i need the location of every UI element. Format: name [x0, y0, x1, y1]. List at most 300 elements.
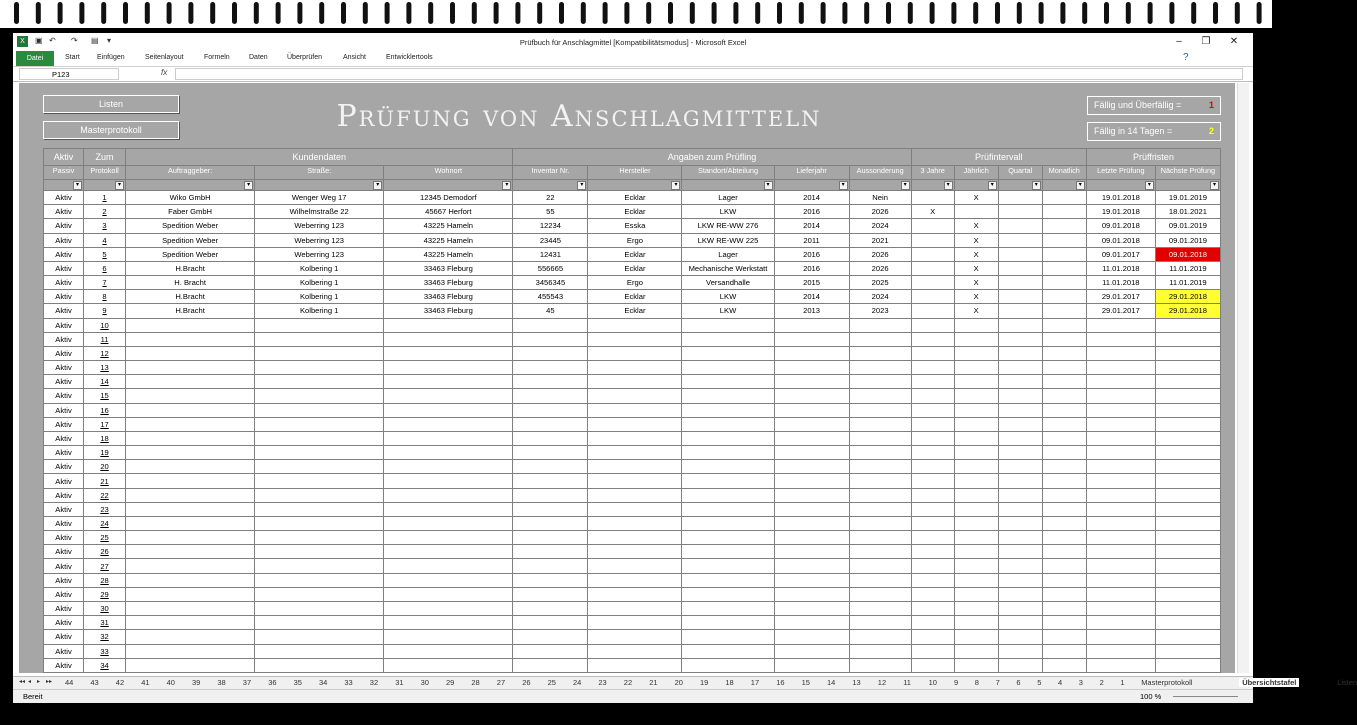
table-cell	[1042, 488, 1086, 502]
filter-cell	[774, 180, 849, 191]
table-cell	[911, 290, 954, 304]
table-cell	[682, 516, 774, 530]
table-cell[interactable]: 2	[84, 205, 126, 219]
due-overdue-label: Fällig und Überfällig =	[1094, 100, 1182, 110]
table-cell: 11.01.2019	[1155, 261, 1220, 275]
table-cell	[849, 630, 911, 644]
table-cell	[682, 531, 774, 545]
sheet-tab[interactable]: 3	[1078, 678, 1083, 687]
sheet-tab[interactable]: 32	[369, 678, 379, 687]
table-cell	[384, 630, 513, 644]
table-cell	[849, 531, 911, 545]
sheet-tab[interactable]: 26	[522, 678, 531, 687]
table-cell	[911, 460, 954, 474]
table-cell	[911, 516, 954, 530]
table-cell: X	[954, 261, 998, 275]
table-cell	[682, 587, 774, 601]
table-cell	[255, 332, 384, 346]
sheet-tab[interactable]: 24	[573, 678, 582, 687]
save-icon[interactable]: ▣	[35, 36, 43, 45]
sheet-tab[interactable]: 8	[974, 678, 979, 687]
table-cell[interactable]: 30	[84, 601, 126, 615]
table-cell: H.Bracht	[126, 304, 255, 318]
customize-qat-icon[interactable]: ▾	[107, 36, 112, 45]
sheet-tab[interactable]: 7	[995, 678, 1000, 687]
filter-cell	[384, 180, 513, 191]
table-cell[interactable]: 15	[84, 389, 126, 403]
group-aktiv: Aktiv	[44, 149, 84, 166]
table-cell	[774, 431, 849, 445]
table-cell	[998, 346, 1042, 360]
table-cell[interactable]: 23	[84, 502, 126, 516]
table-cell	[954, 545, 998, 559]
table-cell: 43225 Hameln	[384, 233, 513, 247]
table-cell[interactable]: 32	[84, 630, 126, 644]
table-cell	[1042, 545, 1086, 559]
sheet-tab[interactable]: 34	[319, 678, 328, 687]
table-cell[interactable]: 7	[84, 276, 126, 290]
table-cell	[774, 531, 849, 545]
table-cell	[682, 502, 774, 516]
table-cell[interactable]: 34	[84, 658, 126, 672]
table-cell	[849, 417, 911, 431]
table-cell	[1086, 403, 1155, 417]
sheet-tab[interactable]: 4	[1058, 678, 1063, 687]
table-cell	[126, 474, 255, 488]
table-cell	[682, 474, 774, 488]
table-cell	[588, 531, 682, 545]
table-cell	[513, 375, 588, 389]
table-cell	[682, 545, 774, 559]
sheet-tab[interactable]: 22	[623, 678, 633, 687]
tab-ansicht[interactable]: Ansicht	[343, 54, 366, 61]
table-cell	[588, 431, 682, 445]
table-cell: Spedition Weber	[126, 233, 255, 247]
sheet-nav-icon[interactable]: ◂◂	[19, 679, 26, 685]
table-cell[interactable]: 33	[84, 644, 126, 658]
table-cell	[849, 601, 911, 615]
table-cell	[774, 573, 849, 587]
sheet-tab[interactable]: 15	[801, 678, 810, 687]
table-cell	[588, 616, 682, 630]
table-cell	[384, 318, 513, 332]
zoom-level[interactable]: 100 %	[1140, 692, 1162, 701]
window-title: Prüfbuch für Anschlagmittel [Kompatibilitätsmodus] - Microsoft Excel	[519, 38, 747, 47]
table-row	[44, 587, 1221, 601]
table-row	[44, 191, 1221, 205]
table-cell	[954, 601, 998, 615]
table-cell: Lager	[682, 247, 774, 261]
table-cell[interactable]: 25	[84, 531, 126, 545]
sheet-tab[interactable]: Übersichtstafel	[1239, 678, 1299, 687]
table-cell: Aktiv	[44, 630, 84, 644]
table-cell	[255, 431, 384, 445]
sheet-tab[interactable]: 5	[1037, 678, 1042, 687]
table-cell[interactable]: 13	[84, 361, 126, 375]
table-cell	[682, 375, 774, 389]
table-cell[interactable]: 19	[84, 446, 126, 460]
filter-dropdown-icon[interactable]: ▾	[764, 181, 773, 190]
tab-start[interactable]: Start	[65, 54, 80, 61]
table-cell[interactable]: 31	[84, 616, 126, 630]
table-cell: Weberring 123	[255, 247, 384, 261]
sheet-tab[interactable]: 23	[598, 678, 607, 687]
sheet-tab[interactable]: 1	[1120, 678, 1125, 687]
table-cell	[384, 616, 513, 630]
table-cell: Mechanische Werkstatt	[682, 261, 774, 275]
filter-dropdown-icon[interactable]: ▾	[502, 181, 511, 190]
table-cell	[849, 375, 911, 389]
table-cell	[384, 502, 513, 516]
minimize-button[interactable]: –	[1176, 36, 1182, 47]
formula-input[interactable]	[175, 68, 1243, 80]
table-cell: 29.01.2018	[1155, 290, 1220, 304]
table-cell	[954, 616, 998, 630]
tab-datei[interactable]: Datei	[16, 51, 54, 66]
table-cell[interactable]: 8	[84, 290, 126, 304]
due-soon-label: Fällig in 14 Tagen =	[1094, 126, 1173, 136]
restore-button[interactable]: ❐	[1201, 36, 1211, 47]
table-cell	[1155, 389, 1220, 403]
table-cell	[1042, 417, 1086, 431]
table-cell[interactable]: 11	[84, 332, 126, 346]
tab-daten[interactable]: Daten	[249, 54, 268, 61]
table-cell[interactable]: 9	[84, 304, 126, 318]
table-cell	[849, 545, 911, 559]
table-cell[interactable]: 28	[84, 573, 126, 587]
column-header: Lieferjahr	[774, 166, 849, 180]
sheet-tab[interactable]: 12	[877, 678, 887, 687]
table-cell	[1042, 318, 1086, 332]
spiral-binding	[0, 0, 1272, 30]
name-box[interactable]: P123	[19, 68, 119, 80]
table-cell	[849, 318, 911, 332]
table-cell	[911, 474, 954, 488]
sheet-tab[interactable]: 20	[674, 678, 683, 687]
table-cell[interactable]: 4	[84, 233, 126, 247]
table-cell	[588, 516, 682, 530]
table-cell	[588, 389, 682, 403]
sheet-tab[interactable]: 36	[268, 678, 277, 687]
tab-seitenlayout[interactable]: Seitenlayout	[145, 54, 184, 61]
filter-dropdown-icon[interactable]: ▾	[988, 181, 997, 190]
sheet-tab[interactable]: 17	[750, 678, 760, 687]
table-cell	[1155, 346, 1220, 360]
sheet-tab[interactable]: 2	[1099, 678, 1104, 687]
table-cell[interactable]: 10	[84, 318, 126, 332]
table-cell[interactable]: 12	[84, 346, 126, 360]
sheet-tab[interactable]: 43	[90, 678, 99, 687]
table-row	[44, 318, 1221, 332]
table-cell	[911, 502, 954, 516]
tab-formeln[interactable]: Formeln	[204, 54, 230, 61]
sheet-tab[interactable]: Listen	[1337, 678, 1357, 687]
sheet-tab[interactable]: 28	[471, 678, 480, 687]
filter-dropdown-icon[interactable]: ▾	[577, 181, 586, 190]
table-cell: X	[954, 304, 998, 318]
table-cell: 2026	[849, 261, 911, 275]
table-cell	[1086, 361, 1155, 375]
table-row	[44, 601, 1221, 615]
table-cell	[774, 474, 849, 488]
due-overdue-count: 1	[1208, 100, 1214, 110]
vertical-scrollbar[interactable]	[1237, 83, 1249, 673]
table-cell	[849, 460, 911, 474]
table-cell	[682, 346, 774, 360]
masterprotokoll-button[interactable]: Masterprotokoll	[43, 121, 179, 139]
table-cell	[384, 460, 513, 474]
table-cell	[1086, 460, 1155, 474]
table-row	[44, 446, 1221, 460]
table-cell	[1086, 346, 1155, 360]
table-cell	[849, 474, 911, 488]
table-cell	[998, 389, 1042, 403]
table-cell[interactable]: 22	[84, 488, 126, 502]
sheet-tab[interactable]: 38	[217, 678, 226, 687]
tab-einfuegen[interactable]: Einfügen	[97, 54, 125, 61]
table-cell[interactable]: 17	[84, 417, 126, 431]
table-cell	[384, 488, 513, 502]
tab-entwicklertools[interactable]: Entwicklertools	[386, 54, 433, 61]
table-cell[interactable]: 21	[84, 474, 126, 488]
table-cell: Ecklar	[588, 205, 682, 219]
filter-dropdown-icon[interactable]: ▾	[73, 181, 82, 190]
table-cell[interactable]: 24	[84, 516, 126, 530]
table-cell[interactable]: 6	[84, 261, 126, 275]
table-cell[interactable]: 27	[84, 559, 126, 573]
sheet-tab[interactable]: 31	[395, 678, 404, 687]
redo-icon[interactable]: ↷	[71, 36, 78, 45]
table-cell	[513, 601, 588, 615]
table-cell	[774, 516, 849, 530]
zoom-slider[interactable]	[1173, 696, 1238, 697]
table-cell[interactable]: 5	[84, 247, 126, 261]
table-cell	[1155, 417, 1220, 431]
table-row	[44, 431, 1221, 445]
print-icon[interactable]: ▤	[91, 36, 99, 45]
table-cell	[998, 276, 1042, 290]
table-cell	[849, 516, 911, 530]
table-cell	[954, 573, 998, 587]
table-cell	[126, 630, 255, 644]
table-cell	[1042, 460, 1086, 474]
filter-dropdown-icon[interactable]: ▾	[839, 181, 848, 190]
table-cell	[384, 573, 513, 587]
filter-dropdown-icon[interactable]: ▾	[373, 181, 382, 190]
table-cell[interactable]: 14	[84, 375, 126, 389]
table-cell	[911, 587, 954, 601]
table-cell	[384, 531, 513, 545]
filter-dropdown-icon[interactable]: ▾	[115, 181, 124, 190]
table-cell	[682, 644, 774, 658]
table-cell: 2026	[849, 205, 911, 219]
table-cell: 18.01.2021	[1155, 205, 1220, 219]
table-row	[44, 247, 1221, 261]
table-cell	[911, 531, 954, 545]
table-cell: Aktiv	[44, 191, 84, 205]
sheet-tab[interactable]: 30	[420, 678, 429, 687]
sheet-tab[interactable]: 19	[700, 678, 709, 687]
sheet-tab[interactable]: 21	[649, 678, 658, 687]
filter-cell	[255, 180, 384, 191]
table-cell	[1155, 318, 1220, 332]
sheet-tab[interactable]: 27	[496, 678, 506, 687]
table-cell	[849, 332, 911, 346]
filter-dropdown-icon[interactable]: ▾	[671, 181, 680, 190]
table-cell[interactable]: 1	[84, 191, 126, 205]
table-cell	[849, 446, 911, 460]
table-cell	[849, 488, 911, 502]
sheet-tab[interactable]: 6	[1016, 678, 1021, 687]
table-cell	[255, 474, 384, 488]
table-cell	[774, 375, 849, 389]
sheet-tab[interactable]: 40	[166, 678, 175, 687]
table-cell: 19.01.2019	[1155, 191, 1220, 205]
sheet-tab[interactable]: 29	[446, 678, 455, 687]
table-cell	[588, 403, 682, 417]
table-cell	[1042, 375, 1086, 389]
filter-dropdown-icon[interactable]: ▾	[244, 181, 253, 190]
sheet-tab[interactable]: 11	[903, 678, 911, 687]
sheet-tab[interactable]: 37	[242, 678, 252, 687]
table-cell: Ergo	[588, 276, 682, 290]
sheet-tab[interactable]: 14	[827, 678, 836, 687]
table-cell	[1042, 630, 1086, 644]
table-cell	[126, 658, 255, 672]
sheet-tab[interactable]: 9	[954, 678, 959, 687]
filter-dropdown-icon[interactable]: ▾	[901, 181, 910, 190]
table-cell	[911, 346, 954, 360]
filter-dropdown-icon[interactable]: ▾	[944, 181, 953, 190]
table-cell	[911, 446, 954, 460]
table-cell	[954, 431, 998, 445]
table-cell: H.Bracht	[126, 290, 255, 304]
due-soon-count: 2	[1208, 126, 1214, 136]
table-cell	[849, 658, 911, 672]
table-cell	[1042, 276, 1086, 290]
table-cell: 3456345	[513, 276, 588, 290]
table-cell	[126, 559, 255, 573]
filter-dropdown-icon[interactable]: ▾	[1145, 181, 1154, 190]
table-cell[interactable]: 20	[84, 460, 126, 474]
column-header: Jährlich	[954, 166, 998, 180]
table-cell	[513, 587, 588, 601]
sheet-nav-icon[interactable]: ▸▸	[46, 679, 53, 685]
table-cell: Aktiv	[44, 474, 84, 488]
table-cell[interactable]: 16	[84, 403, 126, 417]
table-cell	[998, 446, 1042, 460]
due-soon-box	[1087, 122, 1221, 141]
sheet-nav-icon[interactable]: ▸	[37, 679, 41, 685]
filter-cell	[911, 180, 954, 191]
sheet-tab[interactable]: Masterprotokoll	[1141, 678, 1193, 687]
sheet-tab[interactable]: 25	[547, 678, 556, 687]
table-cell	[255, 616, 384, 630]
help-icon[interactable]: ?	[1183, 52, 1189, 63]
table-cell[interactable]: 18	[84, 431, 126, 445]
table-row	[44, 346, 1221, 360]
ribbon-tabs	[13, 51, 1253, 67]
table-cell: Kolbering 1	[255, 304, 384, 318]
table-cell	[911, 431, 954, 445]
table-row	[44, 531, 1221, 545]
table-cell	[384, 644, 513, 658]
undo-icon[interactable]: ↶	[49, 36, 56, 45]
table-row	[44, 658, 1221, 672]
table-cell[interactable]: 29	[84, 587, 126, 601]
table-row	[44, 545, 1221, 559]
table-cell	[682, 488, 774, 502]
sheet-tab[interactable]: 13	[852, 678, 861, 687]
table-cell	[255, 403, 384, 417]
sheet-tab[interactable]: 41	[141, 678, 150, 687]
sheet-tab[interactable]: 39	[192, 678, 201, 687]
tab-ueberpruefen[interactable]: Überprüfen	[287, 54, 323, 61]
table-cell	[1042, 446, 1086, 460]
table-cell	[998, 488, 1042, 502]
table-cell: 2025	[849, 276, 911, 290]
table-cell: Aktiv	[44, 531, 84, 545]
sheet-tab[interactable]: 44	[65, 678, 74, 687]
insert-function-icon[interactable]: fx	[161, 68, 168, 77]
table-row	[44, 290, 1221, 304]
table-cell: 2026	[849, 247, 911, 261]
table-cell: Spedition Weber	[126, 219, 255, 233]
filter-dropdown-icon[interactable]: ▾	[1210, 181, 1219, 190]
table-cell	[1086, 616, 1155, 630]
filter-cell	[126, 180, 255, 191]
table-cell: 09.01.2018	[1086, 233, 1155, 247]
listen-button[interactable]: Listen	[43, 95, 179, 113]
table-cell	[998, 601, 1042, 615]
table-cell	[954, 559, 998, 573]
table-cell: 2024	[849, 219, 911, 233]
filter-dropdown-icon[interactable]: ▾	[1032, 181, 1041, 190]
sheet-tab[interactable]: 16	[776, 678, 785, 687]
table-cell	[255, 460, 384, 474]
sheet-tab[interactable]: 18	[725, 678, 734, 687]
table-cell	[513, 361, 588, 375]
sheet-tab[interactable]: 33	[344, 678, 353, 687]
table-cell	[126, 601, 255, 615]
table-cell: 2015	[774, 276, 849, 290]
table-cell: Aktiv	[44, 502, 84, 516]
table-cell	[998, 191, 1042, 205]
sheet-tab[interactable]: 42	[115, 678, 125, 687]
table-cell	[513, 403, 588, 417]
table-cell	[1155, 531, 1220, 545]
table-cell	[998, 644, 1042, 658]
table-cell: Aktiv	[44, 346, 84, 360]
sheet-tab[interactable]: 35	[293, 678, 302, 687]
table-cell	[255, 658, 384, 672]
table-row	[44, 460, 1221, 474]
table-cell: Aktiv	[44, 545, 84, 559]
close-button[interactable]: ✕	[1229, 36, 1239, 47]
table-cell	[954, 644, 998, 658]
table-cell[interactable]: 26	[84, 545, 126, 559]
filter-dropdown-icon[interactable]: ▾	[1076, 181, 1085, 190]
table-cell[interactable]: 3	[84, 219, 126, 233]
table-cell	[126, 417, 255, 431]
table-cell	[774, 361, 849, 375]
sheet-tab[interactable]: 10	[928, 678, 937, 687]
table-cell	[954, 516, 998, 530]
sheet-nav-icon[interactable]: ◂	[28, 679, 32, 685]
table-cell: Wiko GmbH	[126, 191, 255, 205]
table-cell	[588, 446, 682, 460]
table-cell: X	[954, 290, 998, 304]
